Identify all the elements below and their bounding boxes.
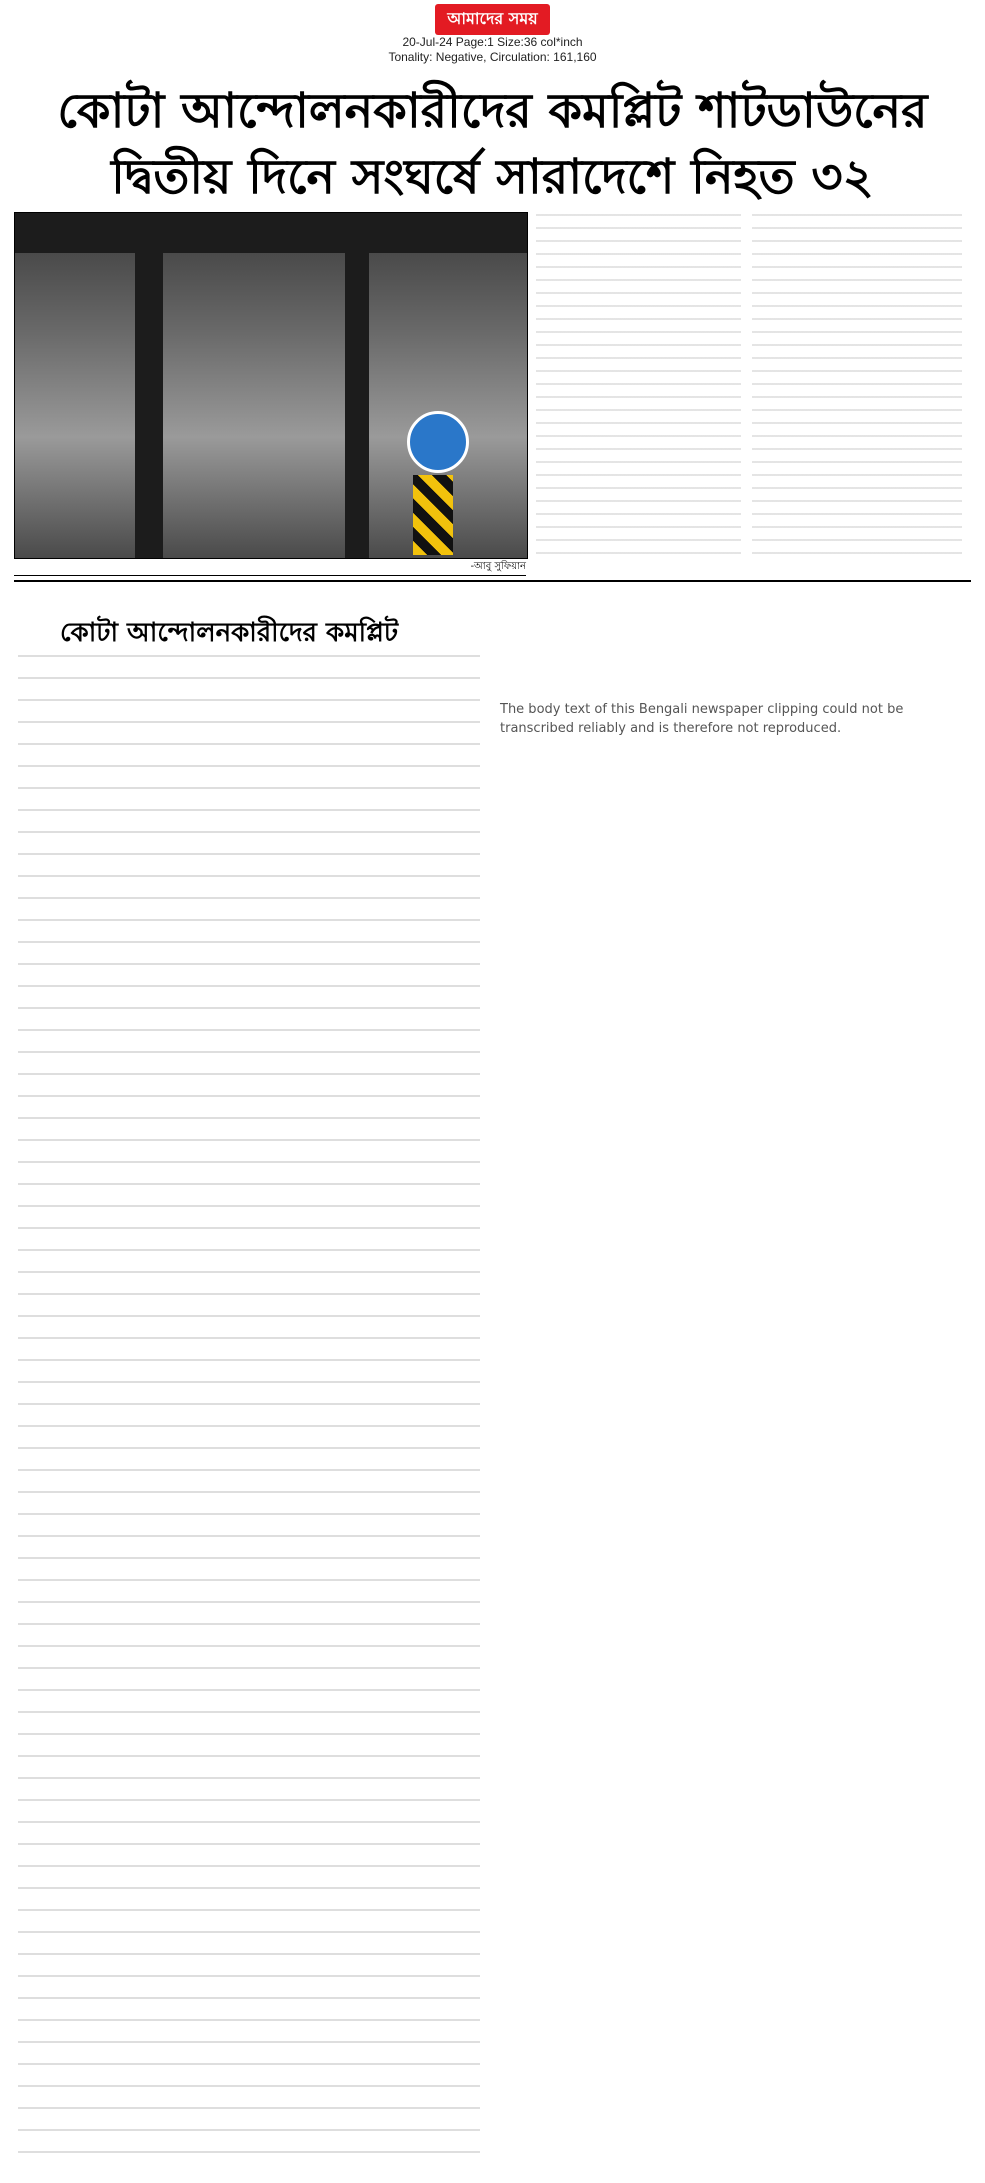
- continuation-subhead: কোটা আন্দোলনকারীদের কমপ্লিট: [60, 618, 399, 648]
- side-column-text-right: [752, 214, 962, 559]
- article-body: [18, 655, 480, 2165]
- section-divider: [14, 580, 971, 582]
- masthead: [0, 0, 985, 64]
- clip-info-line-2: Tonality: Negative, Circulation: 161,160: [388, 50, 597, 64]
- photo-pillar-right: [345, 253, 369, 558]
- road-sign-icon: [407, 411, 469, 473]
- transcription-note: The body text of this Bengali newspaper clipping could not be transcribed reliably and is therefore not reproduced.: [500, 702, 904, 736]
- headline-line-1: কোটা আন্দোলনকারীদের কমপ্লিট শাটডাউনের: [57, 83, 928, 139]
- photo-pillar-left: [135, 253, 163, 558]
- newspaper-logo: আমাদের সময়: [435, 4, 549, 35]
- headline-line-2: দ্বিতীয় দিনে সংঘর্ষে সারাদেশে নিহত ৩২: [111, 149, 874, 205]
- main-headline: [20, 78, 965, 210]
- clip-info-line-1: 20-Jul-24 Page:1 Size:36 col*inch: [402, 35, 583, 49]
- photo-beam: [15, 213, 527, 253]
- photo-credit: -আবু সুফিয়ান: [470, 561, 526, 572]
- traffic-barrier-icon: [413, 475, 453, 555]
- news-photo: [14, 212, 528, 559]
- side-column-text: [536, 214, 741, 559]
- photo-caption: [14, 559, 526, 576]
